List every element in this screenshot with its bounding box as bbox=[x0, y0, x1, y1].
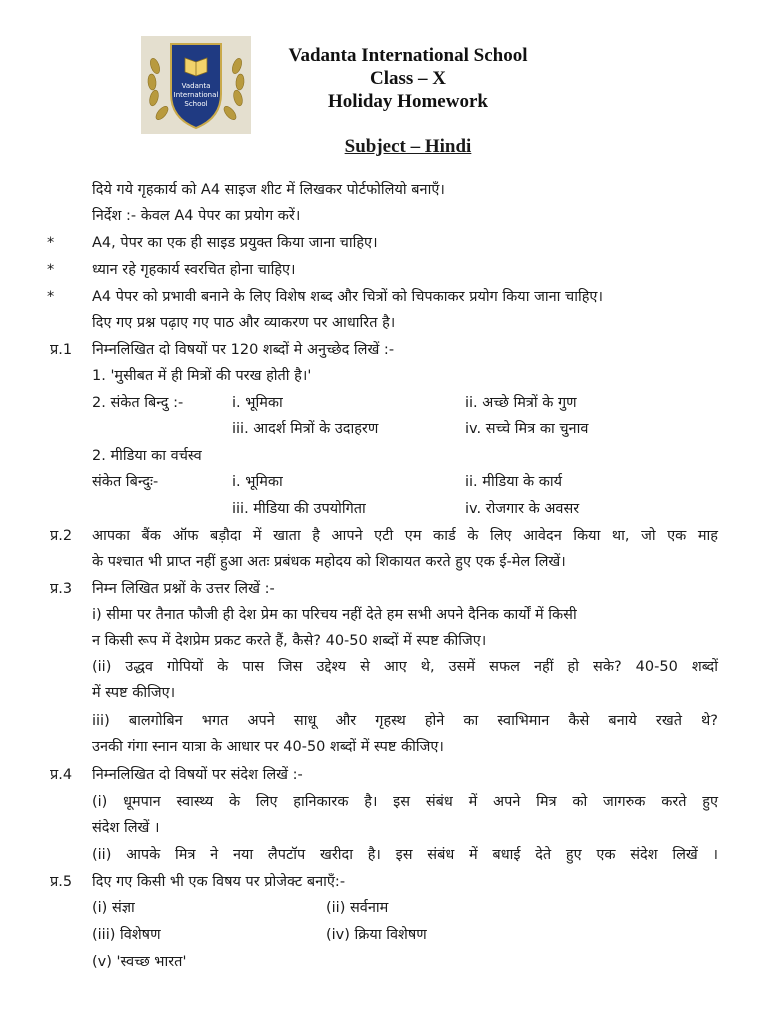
q4-ii: (ii) आपके मित्र ने नया लैपटॉप खरीदा है। इस संबंध में बधाई देते हुए एक संदेश लिखें । bbox=[92, 847, 718, 863]
q3-ii-line-2: में स्पष्ट कीजिए। bbox=[92, 685, 176, 701]
bullet-item-1: A4, पेपर का एक ही साइड प्रयुक्त किया जाना चाहिए। bbox=[92, 235, 378, 251]
subject-heading: Subject – Hindi bbox=[344, 136, 472, 157]
class-label: Class – X bbox=[369, 68, 446, 89]
school-logo bbox=[141, 36, 251, 134]
q3-text: निम्न लिखित प्रश्नों के उत्तर लिखें :- bbox=[92, 581, 275, 597]
q1-hint-2-ii: ii. मीडिया के कार्य bbox=[465, 474, 563, 490]
q4-i-line-2: संदेश लिखें । bbox=[92, 820, 160, 836]
intro-line-1: दिये गये गृहकार्य को A4 साइज शीट में लिखकर पोर्टफोलियो बनाएँ। bbox=[92, 182, 445, 198]
logo-text-1: Vadanta bbox=[181, 82, 211, 90]
q3-i-line-2: न किसी रूप में देशप्रेम प्रकट करते हैं, कैसे? 40-50 शब्दों में स्पष्ट कीजिए। bbox=[92, 633, 487, 649]
logo-text-2: International bbox=[173, 91, 219, 99]
bullet-marker: * bbox=[47, 235, 55, 251]
q1-hint-1-ii: ii. अच्छे मित्रों के गुण bbox=[465, 395, 577, 411]
q3-ii-line-1: (ii) उद्धव गोपियों के पास जिस उद्देश्य से आए थे, उसमें सफल नहीं हो सके? 40-50 शब्दों bbox=[92, 659, 718, 675]
logo-text-3: School bbox=[184, 100, 208, 108]
school-name: Vadanta International School bbox=[288, 45, 528, 66]
bullet-item-3: A4 पेपर को प्रभावी बनाने के लिए विशेष शब्द और चित्रों को चिपकाकर प्रयोग किया जाना चाहिए। bbox=[92, 289, 603, 305]
q1-hint-label-1: 2. संकेत बिन्दु :- bbox=[92, 395, 184, 411]
q1-hint-1-iv: iv. सच्चे मित्र का चुनाव bbox=[465, 421, 589, 437]
q5-item-4: (iv) क्रिया विशेषण bbox=[326, 927, 427, 943]
q5-text: दिए गए किसी भी एक विषय पर प्रोजेक्ट बनाएँ:- bbox=[92, 874, 346, 890]
bullet-marker: * bbox=[47, 262, 55, 278]
q5-number: प्र.5 bbox=[50, 874, 73, 890]
q1-hint-2-i: i. भूमिका bbox=[232, 474, 283, 490]
q2-line-1: आपका बैंक ऑफ बड़ौदा में खाता है आपने एटी एम कार्ड के लिए आवेदन किया था, जो एक माह bbox=[92, 528, 718, 544]
q5-item-2: (ii) सर्वनाम bbox=[326, 900, 389, 916]
q5-item-5: (v) 'स्वच्छ भारत' bbox=[92, 954, 187, 970]
q1-hint-2-iv: iv. रोजगार के अवसर bbox=[465, 501, 580, 517]
q4-i-line-1: (i) धूमपान स्वास्थ्य के लिए हानिकारक है। इस संबंध में अपने मित्र को जागरुक करते हुए bbox=[92, 794, 718, 810]
q1-topic-2: 2. मीडिया का वर्चस्व bbox=[92, 448, 202, 464]
q1-hint-label-2: संकेत बिन्दुः- bbox=[92, 474, 159, 490]
q1-hint-1-iii: iii. आदर्श मित्रों के उदाहरण bbox=[232, 421, 379, 437]
q3-iii-line-2: उनकी गंगा स्नान यात्रा के आधार पर 40-50 शब्दों में स्पष्ट कीजिए। bbox=[92, 739, 444, 755]
q2-line-2: के पश्चात भी प्राप्त नहीं हुआ अतः प्रबंधक महोदय को शिकायत करते हुए एक ई-मेल लिखें। bbox=[92, 554, 566, 570]
bullet-marker: * bbox=[47, 289, 55, 305]
intro-line-3: दिए गए प्रश्न पढ़ाए गए पाठ और व्याकरण पर आधारित है। bbox=[92, 315, 396, 331]
q5-item-1: (i) संज्ञा bbox=[92, 900, 135, 916]
bullet-item-2: ध्यान रहे गृहकार्य स्वरचित होना चाहिए। bbox=[92, 262, 296, 278]
q3-i-line-1: i) सीमा पर तैनात फौजी ही देश प्रेम का परिचय नहीं देते हम सभी अपने दैनिक कार्यों में किसी bbox=[92, 607, 577, 623]
q3-number: प्र.3 bbox=[50, 581, 73, 597]
q1-topic-1: 1. 'मुसीबत में ही मित्रों की परख होती है।' bbox=[92, 368, 312, 384]
q1-number: प्र.1 bbox=[50, 342, 73, 358]
q4-text: निम्नलिखित दो विषयों पर संदेश लिखें :- bbox=[92, 767, 303, 783]
q4-number: प्र.4 bbox=[50, 767, 73, 783]
q2-number: प्र.2 bbox=[50, 528, 73, 544]
q1-text: निम्नलिखित दो विषयों पर 120 शब्दों मे अनुच्छेद लिखें :- bbox=[92, 342, 395, 358]
q3-iii-line-1: iii) बालगोबिन भगत अपने साधू और गृहस्थ होने का स्वाभिमान कैसे बनाये रखते थे? bbox=[92, 713, 718, 729]
doc-title: Holiday Homework bbox=[328, 91, 488, 112]
q1-hint-1-i: i. भूमिका bbox=[232, 395, 283, 411]
q5-item-3: (iii) विशेषण bbox=[92, 927, 161, 943]
intro-line-2: निर्देश :- केवल A4 पेपर का प्रयोग करें। bbox=[92, 208, 301, 224]
q1-hint-2-iii: iii. मीडिया की उपयोगिता bbox=[232, 501, 366, 517]
